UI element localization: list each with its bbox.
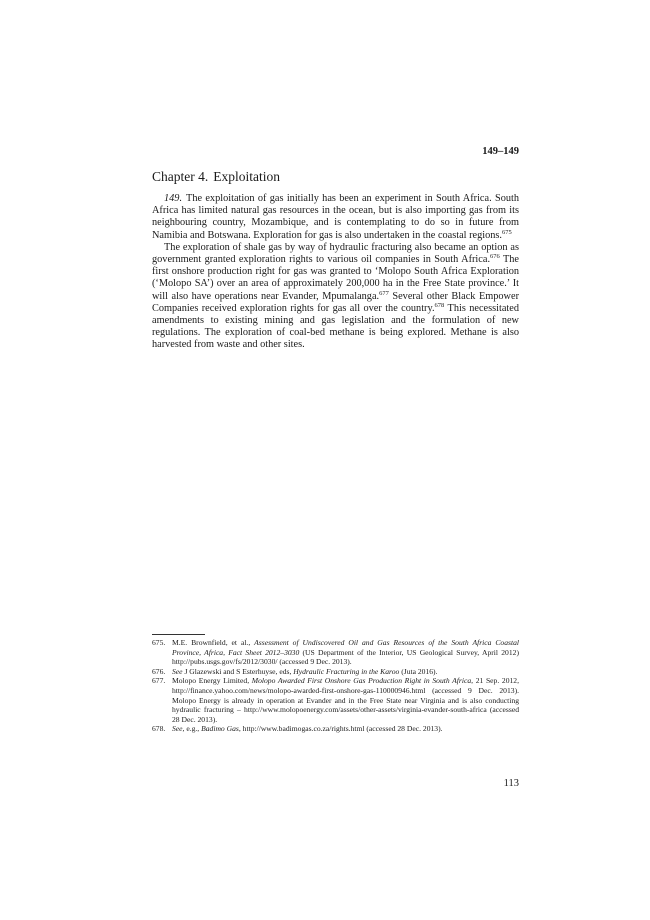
paragraph-number: 149. (164, 193, 183, 204)
paragraph-shale-gas (152, 242, 519, 352)
footnote-text-part: J Glazewski and S Esterhuyse, eds, (182, 666, 294, 676)
footnote-ref-676[interactable]: 676 (490, 253, 500, 261)
footnote-ref-678[interactable]: 678 (434, 301, 445, 309)
footnote-number: 676. (152, 666, 166, 676)
footnote-text (172, 638, 519, 667)
footnote-ref-677[interactable]: 677 (379, 289, 389, 297)
footnote-number: 675. (152, 638, 166, 647)
footnote-text (172, 667, 519, 677)
footnote-677 (152, 676, 519, 724)
chapter-heading (152, 169, 280, 185)
footnote-678 (152, 724, 519, 734)
footnote-text-part: (Juta 2016). (399, 666, 438, 676)
footnote-signal: See (172, 724, 183, 734)
footnote-text-part: Molopo Energy Limited, (172, 676, 252, 686)
footnote-number: 678. (152, 724, 166, 734)
body-text (152, 193, 519, 352)
footnote-text-part: , e.g., (182, 724, 202, 734)
footnote-675 (152, 638, 519, 667)
footnote-title: Molopo Awarded First Onshore Gas Production Right in South Africa (251, 676, 472, 686)
footnote-divider (152, 634, 205, 635)
footnote-text (172, 724, 519, 734)
footnote-text-part: , http://www.badimogas.co.za/rights.html (accessed 28 Dec. 2013). (238, 724, 443, 734)
footnote-number: 677. (152, 676, 166, 686)
footnote-676 (152, 667, 519, 677)
paragraph-text: This necessitated amendments to existing mining and gas legislation and the formulation of new regulations. The exploration of coal-bed methane is being explored. Methane is also harvested from waste and other sites. (152, 302, 519, 351)
footnote-title: Badimo Gas (201, 724, 239, 734)
chapter-title: Exploitation (213, 169, 280, 184)
footnote-ref-675[interactable]: 675 (502, 228, 512, 236)
footnote-title: Assessment of Undiscovered Oil and Gas Resources of the South Africa Coastal Province, Africa, Fact Sheet 2012–3030 (172, 638, 519, 657)
paragraph-text: The exploitation of gas initially has been an experiment in South Africa. South Africa has limited natural gas resources in the ocean, but is also importing gas from its neighbouring country, Mozambique, and is contemplating to do so in future from Namibia and Botswana. Exploration for gas is also undertaken in the coastal regions. (152, 193, 519, 241)
footnote-text-part: (US Department of the Interior, US Geological Survey, April 2012) http://pubs.usgs.gov/fs/2012/3030/ (accessed 9 Dec. 2013). (172, 647, 519, 667)
footnote-signal: See (172, 666, 183, 676)
page-number: 113 (503, 778, 519, 789)
footnote-text-part: M.E. Brownfield, et al., (172, 638, 255, 647)
paragraph-149 (152, 193, 519, 242)
footnote-text-part: , 21 Sep. 2012, http://finance.yahoo.com/news/molopo-awarded-first-onshore-gas-110000946.html (accessed 9 Dec. 2013). Molopo Energy is already in operation at Evander and in the Free State near Virginia and is also conducting hydraulic fracturing – http://www.molopoenergy.com/assets/other-assets/virginia-evander-south-africa (accessed 28 Dec. 2013). (172, 676, 519, 724)
chapter-label: Chapter 4. (152, 169, 209, 184)
paragraph-text: The exploration of shale gas by way of hydraulic fracturing also became an option as government granted exploration rights to various oil companies in South Africa. (152, 241, 519, 266)
running-head: 149–149 (482, 146, 519, 157)
paragraph-text: Several other Black Empower Companies received exploration rights for gas all over the country. (152, 290, 519, 314)
paragraph-text: The first onshore production right for gas was granted to ‘Molopo South Africa Exploration (‘Molopo SA’) over an area of approximately 200,000 ha in the Free State province.’ It will also have operations near Evander, Mpumalanga. (152, 254, 519, 302)
footnote-title: Hydraulic Fracturing in the Karoo (293, 666, 400, 676)
footnotes (152, 638, 519, 734)
footnote-text (172, 676, 519, 724)
